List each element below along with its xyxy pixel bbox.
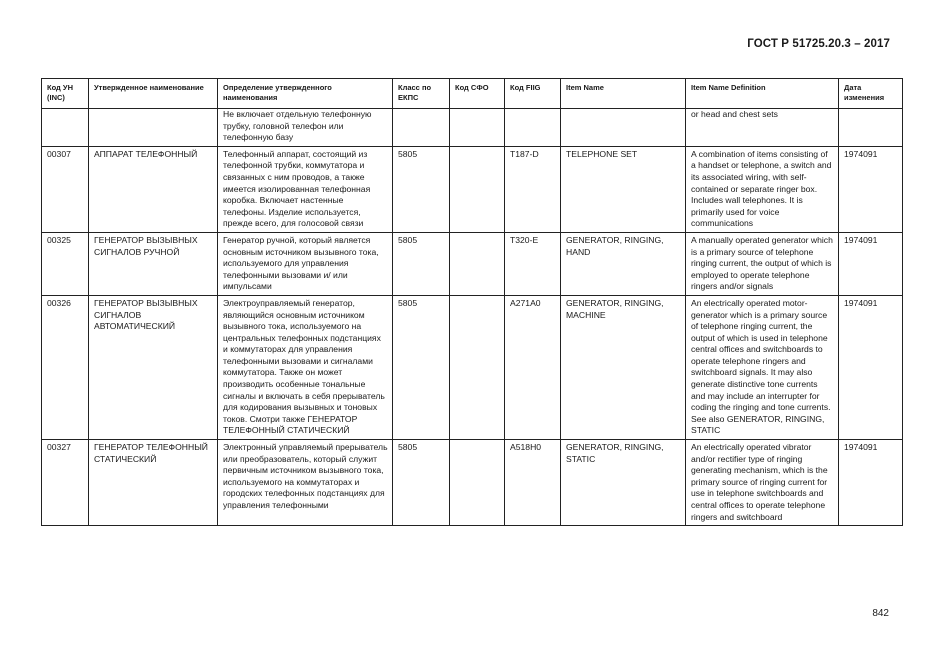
column-header-inc-code: Код УН (INC) [42, 79, 89, 109]
cell-item-name: GENERATOR, RINGING, MACHINE [561, 295, 686, 439]
table-row [42, 295, 903, 439]
cell-item-name [561, 109, 686, 147]
cell-sfo-code [450, 232, 505, 295]
cell-fiig-code: T320-E [505, 232, 561, 295]
cell-item-definition: or head and chest sets [686, 109, 839, 147]
cell-ekps-class: 5805 [393, 440, 450, 526]
cell-sfo-code [450, 440, 505, 526]
nomenclature-table [41, 78, 903, 526]
cell-inc-code: 00307 [42, 146, 89, 232]
cell-item-name: GENERATOR, RINGING, STATIC [561, 440, 686, 526]
cell-inc-code: 00327 [42, 440, 89, 526]
cell-change-date: 1974091 [839, 295, 903, 439]
cell-item-definition: A manually operated generator which is a primary source of telephone ringing current, the output of which is employed to operate telephone ringers and/or signals [686, 232, 839, 295]
cell-item-definition: An electrically operated vibrator and/or rectifier type of ringing generating mechanism, which is the primary source of ringing current for use in telephone switchboards and central offices to operate telephone ringers and switchboard [686, 440, 839, 526]
table-header-row [42, 79, 903, 109]
cell-fiig-code: A271A0 [505, 295, 561, 439]
cell-inc-code: 00325 [42, 232, 89, 295]
cell-sfo-code [450, 146, 505, 232]
page-number: 842 [872, 608, 889, 619]
cell-approved-definition: Электроуправляемый генератор, являющийся основным источником вызывного тока, используемого на центральных телефонных подстанциях и коммутаторах для управления телефонными вызовами и сигналами коммутатора. Также он может производить особенные тональные сигналы и включать в себя прерыватель для кодирования вызывных и тоновых токов. Смотри также ГЕНЕРАТОР ТЕЛЕФОННЫЙ СТАТИЧЕСКИЙ [218, 295, 393, 439]
cell-fiig-code: T187-D [505, 146, 561, 232]
cell-approved-name: ГЕНЕРАТОР ТЕЛЕФОННЫЙ СТАТИЧЕСКИЙ [89, 440, 218, 526]
column-header-ekps-class: Класс по ЕКПС [393, 79, 450, 109]
cell-approved-name [89, 109, 218, 147]
cell-ekps-class: 5805 [393, 232, 450, 295]
cell-sfo-code [450, 295, 505, 439]
cell-item-name: TELEPHONE SET [561, 146, 686, 232]
cell-item-name: GENERATOR, RINGING, HAND [561, 232, 686, 295]
column-header-fiig-code: Код FIIG [505, 79, 561, 109]
column-header-approved-name: Утвержденное наименование [89, 79, 218, 109]
cell-inc-code: 00326 [42, 295, 89, 439]
cell-change-date: 1974091 [839, 232, 903, 295]
cell-approved-definition: Электронный управляемый прерыватель или преобразователь, который служит первичным источником вызывного тока, используемого на коммутаторах и городских телефонных подстанциях для управления телефонными [218, 440, 393, 526]
table-row [42, 232, 903, 295]
cell-change-date: 1974091 [839, 146, 903, 232]
cell-item-definition: A combination of items consisting of a handset or telephone, a switch and its associated wiring, with self-contained or separate ringer box. Includes wall telephones. It is primarily used for voice communications [686, 146, 839, 232]
table-row [42, 109, 903, 147]
column-header-sfo-code: Код СФО [450, 79, 505, 109]
cell-approved-definition: Генератор ручной, который является основным источником вызывного тока, используемого для управления телефонными вызовами и/ или импульсами [218, 232, 393, 295]
table-row [42, 440, 903, 526]
cell-fiig-code: A518H0 [505, 440, 561, 526]
cell-ekps-class: 5805 [393, 146, 450, 232]
cell-ekps-class: 5805 [393, 295, 450, 439]
cell-ekps-class [393, 109, 450, 147]
column-header-item-name: Item Name [561, 79, 686, 109]
cell-inc-code [42, 109, 89, 147]
cell-change-date [839, 109, 903, 147]
column-header-item-definition: Item Name Definition [686, 79, 839, 109]
column-header-approved-definition: Определение утвержденного наименования [218, 79, 393, 109]
table-row [42, 146, 903, 232]
cell-approved-definition: Не включает отдельную телефонную трубку, головной телефон или телефонную базу [218, 109, 393, 147]
cell-approved-name: АППАРАТ ТЕЛЕФОННЫЙ [89, 146, 218, 232]
cell-sfo-code [450, 109, 505, 147]
cell-approved-name: ГЕНЕРАТОР ВЫЗЫВНЫХ СИГНАЛОВ РУЧНОЙ [89, 232, 218, 295]
cell-approved-name: ГЕНЕРАТОР ВЫЗЫВНЫХ СИГНАЛОВ АВТОМАТИЧЕСКИЙ [89, 295, 218, 439]
cell-fiig-code [505, 109, 561, 147]
cell-item-definition: An electrically operated motor-generator which is a primary source of telephone ringing current, the output of which is used in telephone central offices and switchboards to operate telephone ringers and switchboard signals. It may also generate distinctive tone currents and may include an interrupter for coding the ringing and tone currents. See also GENERATOR, RINGING, STATIC [686, 295, 839, 439]
cell-change-date: 1974091 [839, 440, 903, 526]
cell-approved-definition: Телефонный аппарат, состоящий из телефонной трубки, коммутатора и связанных с ним проводов, а также имеется изолированная телефонная коробка. Включает настенные телефоны. Изделие используется, прежде всего, для голосовой связи [218, 146, 393, 232]
document-standard-code: ГОСТ Р 51725.20.3 – 2017 [747, 38, 890, 50]
column-header-change-date: Дата изменения [839, 79, 903, 109]
